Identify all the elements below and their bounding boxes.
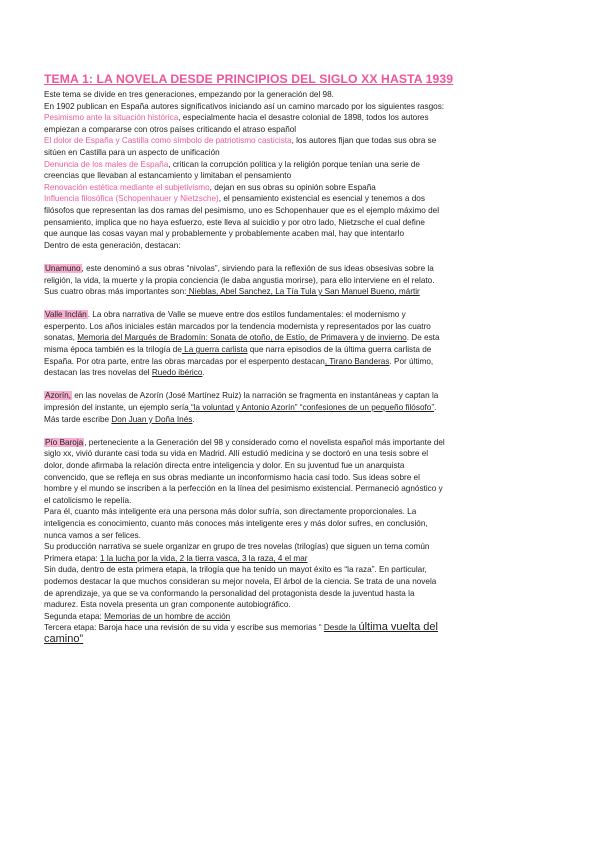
document-page: TEMA 1: LA NOVELA DESDE PRINCIPIOS DEL SIGLO XX HASTA 1939 Este tema se divide en tres generaciones, empezando por la generación del 98. En 1902 publican en España autores significativos iniciando así un camino marcado por los siguientes rasgos: Pesimismo ante la situación histórica, especialmente hacia el desastre colonial de 1898, todos los autores empiezan a compararse con otros países criticando el atraso español El dolor de España y Castilla como símbolo de patriotismo casticista, los autores fijan que todas sus obra se sitúen en Castilla para un aspecto de unificación Denuncia de los males de España, critican la corrupción política y la religión porque tenían una serie de creencias que llevaban al estancamiento y limitaban el pensamiento Renovación estética mediante el subjetivismo, dejan en sus obras su opinión sobre España Influencia filosófica (Schopenhauer y Nietzsche), el pensamiento existencial es esencial y tenemos a dos filósofos que representan las dos ramas del pesimismo, uno es Schopenhauer que es el ejemplo máximo del pensamiento, implica que no haya esfuerzo, este lleva al suicidio y por otro lado, Nietzsche el cual define que aunque las cosas vayan mal y probablemente y probablemente acaben mal, hay que intentarlo Dentro de esta generación, destacan: Unamuno, este denominó a sus obras “nivolas”, sirviendo para la reflexión de sus ideas obsesivas sobre la religión, la vida, la muerte y la propia conciencia (le daba angustia morirse), para ello interviene en el relato. Sus cuatro obras más importantes son: Nieblas, Abel Sanchez, La Tía Tula y San Manuel Bueno, mártir Valle Inclán. La obra narrativa de Valle se mueve entre dos estilos fundamentales: el modernismo y esperpento. Los años iniciales están marcados por la tendencia modernista y representados por las cuatro sonatas, Memoria del Marqués de Bradomín: Sonata de otoño, de Estío, de Primavera y de invierno. De esta misma época también es la trilogía de La guerra carlista que narra episodios de la última guerra carlista de España. Por otra parte, entre las obras marcadas por el esperpento destacan, Tirano Banderas. Por último, destacan las tres novelas del Ruedo ibérico. Azorín, en las novelas de Azorín (José Martínez Ruiz) la narración se fragmenta en instantáneas y captan la impresión del instante, un ejemplo sería “la voluntad y Antonio Azorín” “confesiones de un pequeño filósofo”. Más tarde escribe Don Juan y Doña Inés. Pío Baroja, perteneciente a la Generación del 98 y considerado como el novelista español más importante del siglo xx, vivió durante casi toda su vida en Madrid. Allí estudió medicina y se doctoró en una tesis sobre el dolor, donde afirmaba la relación directa entre inteligencia y dolor. En su juventud fue un anarquista convencido, que se refleja en sus obras mediante un inconformismo hacia casi todo. Sus ideas sobre el hombre y el mundo se inscriben a la perfección en la línea del pesimismo existencial. Permaneció agnóstico y el catolicismo le repelía. Para él, cuanto más inteligente era una persona más dolor sufría, son directamente proporcionales. La inteligencia es conocimiento, cuanto más conoces más inteligente eres y más dolor sufres, en conclusión, nunca vamos a ser felices. Su producción narrativa se suele organizar en grupo de tres novelas (trilogías) que siguen un tema común Primera etapa: 1 la lucha por la vida, 2 la tierra vasca, 3 la raza, 4 el mar Sin duda, dentro de esta primera etapa, la trilogía que ha tenido un mayot éxito es “la raza”. En particular, podemos destacar la que muchos consideran su mejor novela, El árbol de la ciencia. Se trata de una novela de aprendizaje, ya que se va conformando la personalidad del protagonista desde la juventud hasta la madurez. Esta novela presenta un gran componente autobiográfico. Segunda etapa: Memorias de un hombre de acción Tercera etapa: Baroja hace una revisión de su vida y escribe sus memorias “ Desde la última vuelta del camino” xyxy=(44,72,564,646)
author-highlight: Azorín, xyxy=(45,391,71,401)
section-valle: Valle Inclán. La obra narrativa de Valle se mueve entre dos estilos fundamentales: el modernismo y xyxy=(45,310,406,320)
section-azorin: Azorín, en las novelas de Azorín (José Martínez Ruiz) la narración se fragmenta en instantáneas y captan la xyxy=(45,391,439,401)
intro-line: Dentro de esta generación, destacan: xyxy=(44,240,181,250)
trait-pesimismo: Pesimismo ante la situación histórica, especialmente hacia el desastre colonial de 1898, todos los autores xyxy=(44,113,429,123)
work-title: Don Juan y Doña Inés xyxy=(111,414,193,424)
intro-line: Este tema se divide en tres generaciones, empezando por la generación del 98. xyxy=(44,90,334,99)
section-baroja: Pío Baroja, perteneciente a la Generación del 98 y considerado como el novelista español más importante del xyxy=(45,437,445,447)
work-title: Memoria del Marqués de Bradomín: Sonata de otoño, de Estío, de Primavera y de invierno xyxy=(77,333,407,343)
work-title: última vuelta del xyxy=(358,621,438,634)
work-title: La guerra carlista xyxy=(181,345,248,355)
works-list: Nieblas, Abel Sanchez, La Tía Tula y San Manuel Bueno, mártir xyxy=(186,287,420,297)
trait-denuncia: Denuncia de los males de España, critican la corrupción política y la religión porque tenían una serie de xyxy=(44,159,420,169)
intro-line: En 1902 publican en España autores significativos iniciando así un camino marcado por los siguientes rasgos: xyxy=(44,101,445,111)
work-title: , Tirano Banderas xyxy=(324,356,390,366)
work-title: Desde la xyxy=(323,623,359,633)
work-title: “la voluntad y Antonio Azorín” “confesiones de un pequeño filósofo” xyxy=(188,403,435,413)
work-title: camino” xyxy=(44,632,84,645)
trait-dolor-espana: El dolor de España y Castilla como símbolo de patriotismo casticista, los autores fijan que todas sus obra se xyxy=(44,136,437,146)
work-title: Ruedo ibérico xyxy=(151,368,203,378)
work-title: Memorias de un hombre de acción xyxy=(104,611,231,621)
trait-influencia: Influencia filosófica (Schopenhauer y Nietzsche), el pensamiento existencial es esencial y tenemos a dos xyxy=(44,194,425,204)
trait-renovacion: Renovación estética mediante el subjetivismo, dejan en sus obras su opinión sobre España xyxy=(44,182,376,192)
work-title: 1 la lucha por la vida, 2 la tierra vasca, 3 la raza, 4 el mar xyxy=(99,553,308,563)
document-title: TEMA 1: LA NOVELA DESDE PRINCIPIOS DEL SIGLO XX HASTA 1939 xyxy=(44,72,454,86)
author-highlight: Valle Inclán xyxy=(45,310,87,320)
section-unamuno: Unamuno, este denominó a sus obras “nivolas”, sirviendo para la reflexión de sus ideas obsesivas sobre la xyxy=(45,263,434,273)
author-highlight: Pío Baroja xyxy=(45,437,84,447)
author-highlight: Unamuno xyxy=(45,263,81,273)
